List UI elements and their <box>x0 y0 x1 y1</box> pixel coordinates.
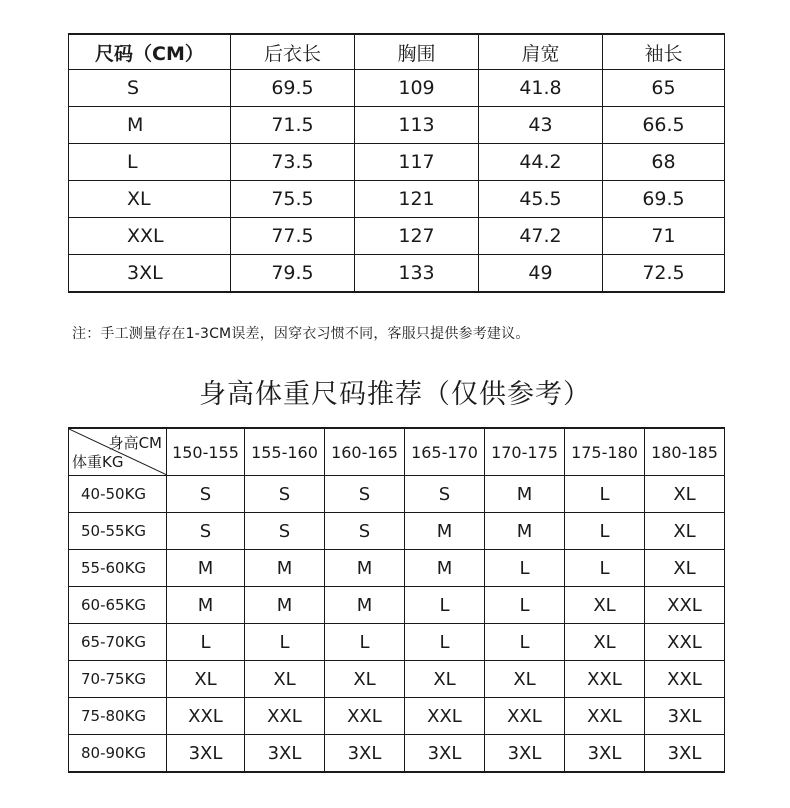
recommended-size-cell: XL <box>565 624 645 661</box>
size-label: M <box>69 107 231 144</box>
size-chart-header-shoulder: 肩宽 <box>479 34 603 70</box>
recommendation-row <box>69 513 725 550</box>
recommended-size-cell: S <box>167 476 245 513</box>
recommended-size-cell: XL <box>245 661 325 698</box>
weight-range-label: 65-70KG <box>69 624 167 661</box>
recommended-size-cell: 3XL <box>645 698 725 735</box>
recommended-size-cell: M <box>485 513 565 550</box>
size-value: 68 <box>603 144 725 181</box>
recommendation-row <box>69 476 725 513</box>
recommended-size-cell: XXL <box>167 698 245 735</box>
size-value: 77.5 <box>231 218 355 255</box>
recommended-size-cell: L <box>325 624 405 661</box>
recommended-size-cell: XXL <box>485 698 565 735</box>
recommendation-header-row <box>69 428 725 476</box>
recommended-size-cell: S <box>245 513 325 550</box>
size-chart-row <box>69 218 725 255</box>
recommended-size-cell: XXL <box>565 661 645 698</box>
recommended-size-cell: S <box>245 476 325 513</box>
size-label: L <box>69 144 231 181</box>
size-chart-header-chest: 胸围 <box>355 34 479 70</box>
recommended-size-cell: M <box>485 476 565 513</box>
recommended-size-cell: XL <box>485 661 565 698</box>
recommended-size-cell: 3XL <box>167 735 245 773</box>
weight-range-label: 70-75KG <box>69 661 167 698</box>
recommended-size-cell: L <box>167 624 245 661</box>
recommended-size-cell: L <box>405 587 485 624</box>
size-chart-header-row <box>69 34 725 70</box>
size-chart-table <box>68 33 725 293</box>
size-chart-header-sleeve: 袖长 <box>603 34 725 70</box>
recommendation-row <box>69 587 725 624</box>
recommended-size-cell: XXL <box>325 698 405 735</box>
size-value: 45.5 <box>479 181 603 218</box>
weight-range-label: 75-80KG <box>69 698 167 735</box>
recommended-size-cell: 3XL <box>245 735 325 773</box>
size-value: 65 <box>603 70 725 107</box>
size-value: 66.5 <box>603 107 725 144</box>
weight-range-label: 40-50KG <box>69 476 167 513</box>
weight-axis-label: 体重KG <box>72 453 124 471</box>
recommended-size-cell: M <box>325 587 405 624</box>
size-value: 44.2 <box>479 144 603 181</box>
size-label: 3XL <box>69 255 231 293</box>
recommended-size-cell: XL <box>167 661 245 698</box>
recommended-size-cell: L <box>405 624 485 661</box>
recommended-size-cell: XXL <box>645 661 725 698</box>
size-value: 113 <box>355 107 479 144</box>
size-value: 121 <box>355 181 479 218</box>
recommended-size-cell: 3XL <box>325 735 405 773</box>
recommended-size-cell: XL <box>645 513 725 550</box>
recommended-size-cell: M <box>245 550 325 587</box>
height-range-header: 180-185 <box>645 428 725 476</box>
recommended-size-cell: S <box>325 513 405 550</box>
recommendation-row <box>69 735 725 773</box>
recommended-size-cell: XXL <box>645 624 725 661</box>
recommended-size-cell: M <box>167 550 245 587</box>
recommendation-body <box>69 476 725 773</box>
size-value: 72.5 <box>603 255 725 293</box>
recommended-size-cell: M <box>405 513 485 550</box>
size-value: 47.2 <box>479 218 603 255</box>
weight-range-label: 55-60KG <box>69 550 167 587</box>
recommended-size-cell: S <box>325 476 405 513</box>
size-label: XXL <box>69 218 231 255</box>
recommended-size-cell: XXL <box>245 698 325 735</box>
recommended-size-cell: L <box>485 624 565 661</box>
recommendation-row <box>69 661 725 698</box>
recommended-size-cell: XXL <box>565 698 645 735</box>
recommended-size-cell: XXL <box>645 587 725 624</box>
recommendation-title: 身高体重尺码推荐（仅供参考） <box>199 379 591 410</box>
recommended-size-cell: L <box>485 550 565 587</box>
size-chart-header-length: 后衣长 <box>231 34 355 70</box>
size-value: 71.5 <box>231 107 355 144</box>
recommended-size-cell: 3XL <box>485 735 565 773</box>
height-range-header: 150-155 <box>167 428 245 476</box>
recommended-size-cell: L <box>245 624 325 661</box>
size-value: 127 <box>355 218 479 255</box>
recommended-size-cell: L <box>565 513 645 550</box>
size-value: 69.5 <box>603 181 725 218</box>
recommended-size-cell: S <box>405 476 485 513</box>
size-value: 43 <box>479 107 603 144</box>
recommendation-row <box>69 550 725 587</box>
recommended-size-cell: XL <box>645 476 725 513</box>
height-range-header: 155-160 <box>245 428 325 476</box>
size-chart-row <box>69 107 725 144</box>
height-range-header: 160-165 <box>325 428 405 476</box>
height-range-header: 175-180 <box>565 428 645 476</box>
recommended-size-cell: 3XL <box>645 735 725 773</box>
recommended-size-cell: L <box>565 476 645 513</box>
recommendation-row <box>69 698 725 735</box>
corner-cell <box>69 428 167 476</box>
size-value: 79.5 <box>231 255 355 293</box>
height-range-header: 170-175 <box>485 428 565 476</box>
size-chart-row <box>69 144 725 181</box>
recommended-size-cell: S <box>167 513 245 550</box>
recommended-size-cell: M <box>245 587 325 624</box>
recommended-size-cell: 3XL <box>405 735 485 773</box>
recommended-size-cell: XL <box>565 587 645 624</box>
recommended-size-cell: M <box>167 587 245 624</box>
size-value: 117 <box>355 144 479 181</box>
size-chart-row <box>69 255 725 293</box>
recommended-size-cell: L <box>565 550 645 587</box>
weight-range-label: 60-65KG <box>69 587 167 624</box>
size-value: 41.8 <box>479 70 603 107</box>
recommended-size-cell: XXL <box>405 698 485 735</box>
size-value: 73.5 <box>231 144 355 181</box>
size-chart-header-size: 尺码（CM） <box>69 34 231 70</box>
recommended-size-cell: L <box>485 587 565 624</box>
size-chart-row <box>69 181 725 218</box>
size-value: 71 <box>603 218 725 255</box>
recommendation-row <box>69 624 725 661</box>
recommended-size-cell: XL <box>645 550 725 587</box>
height-axis-label: 身高CM <box>108 434 162 452</box>
recommended-size-cell: M <box>325 550 405 587</box>
size-value: 49 <box>479 255 603 293</box>
size-label: XL <box>69 181 231 218</box>
size-value: 133 <box>355 255 479 293</box>
weight-range-label: 80-90KG <box>69 735 167 773</box>
size-value: 69.5 <box>231 70 355 107</box>
recommended-size-cell: M <box>405 550 485 587</box>
weight-range-label: 50-55KG <box>69 513 167 550</box>
recommended-size-cell: XL <box>325 661 405 698</box>
size-chart-row <box>69 70 725 107</box>
size-value: 109 <box>355 70 479 107</box>
recommended-size-cell: XL <box>405 661 485 698</box>
size-recommendation-table <box>68 427 725 773</box>
measurement-note: 注：手工测量存在1-3CM误差，因穿衣习惯不同，客服只提供参考建议。 <box>72 326 530 342</box>
size-value: 75.5 <box>231 181 355 218</box>
height-range-header: 165-170 <box>405 428 485 476</box>
recommended-size-cell: 3XL <box>565 735 645 773</box>
size-label: S <box>69 70 231 107</box>
